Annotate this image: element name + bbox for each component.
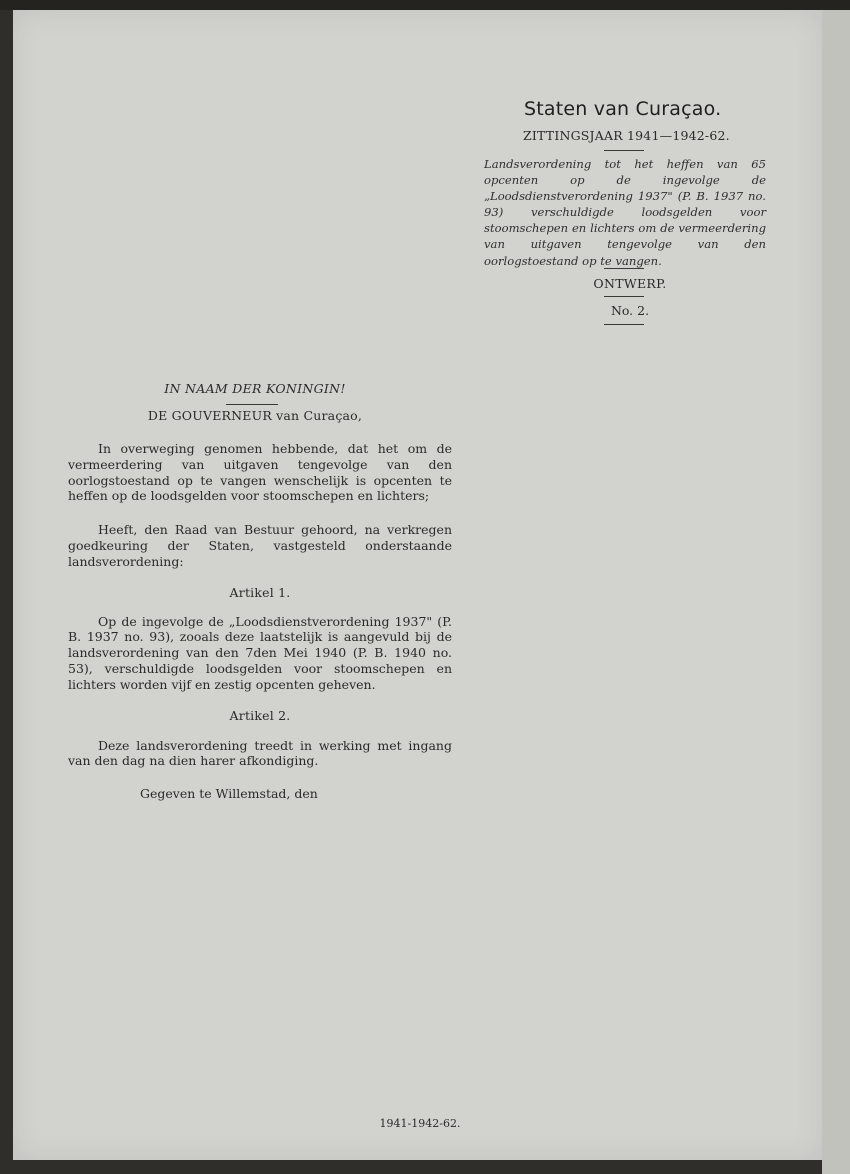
scan-top-edge — [0, 0, 850, 10]
divider — [604, 268, 644, 269]
article-1-heading: Artikel 1. — [229, 584, 291, 600]
document-title: Staten van Curaçao. — [524, 98, 722, 120]
divider — [604, 150, 644, 151]
invocation: IN NAAM DER KONINGIN! — [164, 381, 346, 396]
scan-right-edge — [822, 10, 850, 1174]
draft-label: ONTWERP. — [593, 276, 667, 291]
ordinance-summary: Landsverordening tot het heffen van 65 opcenten op de ingevolge de „Loodsdienstverordening 1937" (P. B. 1937 no. 93) verschuldigde loodsgelden voor stoomschepen en lichters om de vermeerdering van uitgaven tengevolge van den oorlogstoestand op te vangen. — [484, 157, 766, 268]
governor-line: DE GOUVERNEUR van Curaçao, — [147, 408, 363, 423]
ordinance-body — [68, 381, 452, 802]
divider — [604, 296, 644, 297]
article-2-text: Deze landsverordening treedt in werking met ingang van den dag na dien harer afkondiging. — [68, 737, 452, 769]
document-code: 1941-1942-62. — [379, 1117, 461, 1130]
article-2-heading: Artikel 2. — [229, 707, 291, 723]
divider — [226, 404, 278, 405]
given-at-line: Gegeven te Willemstad, den — [140, 786, 318, 802]
draft-number: No. 2. — [610, 303, 650, 318]
divider — [604, 324, 644, 325]
article-1-text: Op de ingevolge de „Loodsdienstverordening 1937" (P. B. 1937 no. 93), zooals deze laatstelijk is aangevuld bij de landsverordening van den 7den Mei 1940 (P. B. 1940 no. 53), verschuldigde loodsgelden voor stoomschepen en lichters worden vijf en zestig opcenten geheven. — [68, 613, 452, 692]
preamble-enactment: Heeft, den Raad van Bestuur gehoord, na verkregen goedkeuring der Staten, vastgesteld onderstaande landsverordening: — [68, 522, 452, 569]
session-year: ZITTINGSJAAR 1941—1942-62. — [523, 128, 730, 143]
preamble-consideration: In overweging genomen hebbende, dat het om de vermeerdering van uitgaven tengevolge van den oorlogstoestand op te vangen wenschelijk is opcenten te heffen op de loodsgelden voor stoomschepen en lichters; — [68, 441, 452, 504]
